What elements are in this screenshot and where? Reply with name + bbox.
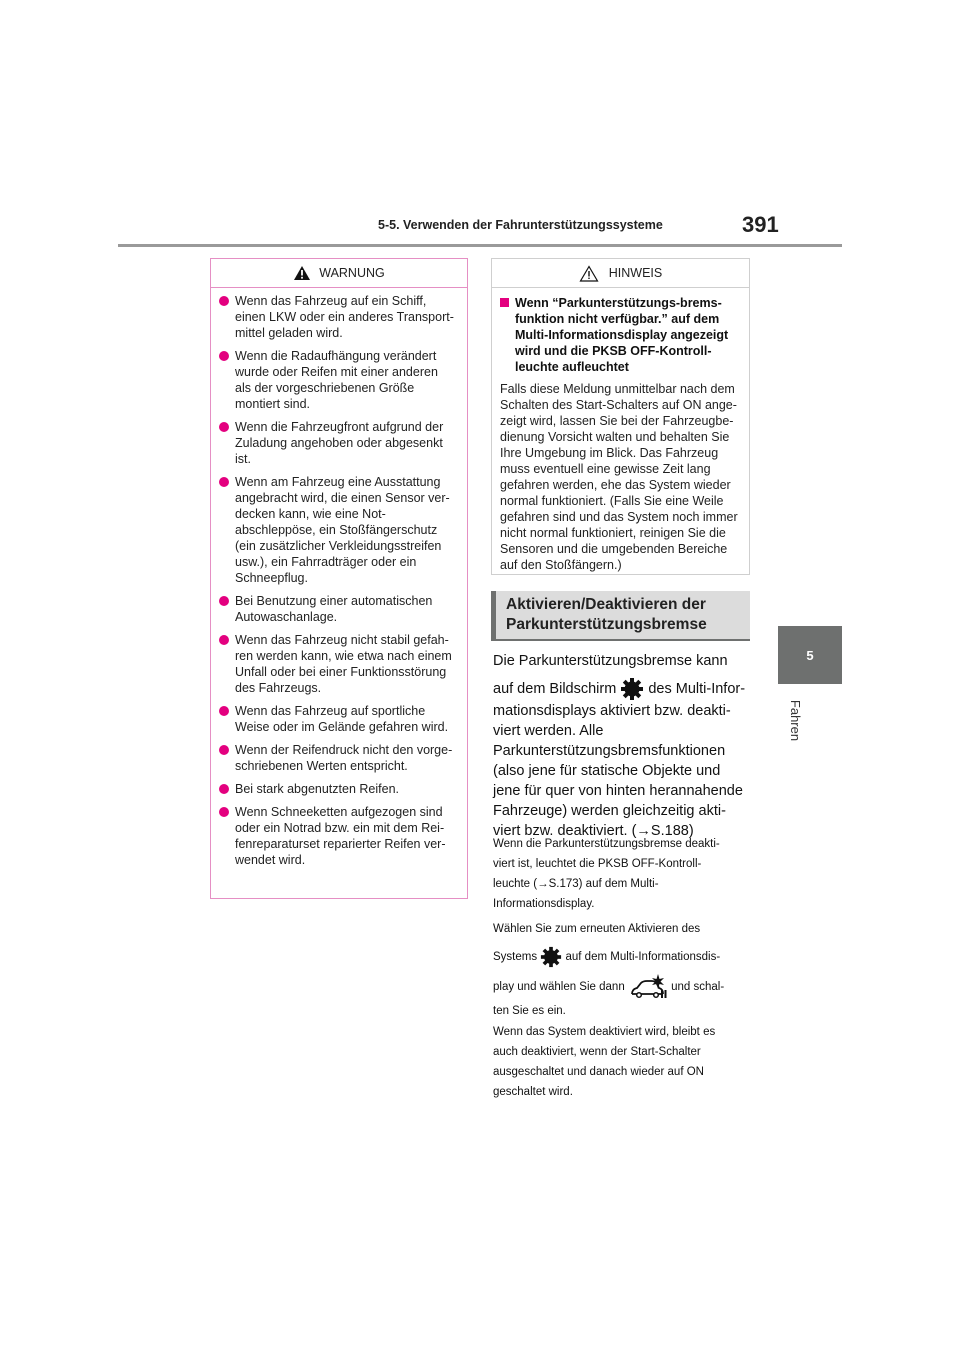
main-line: jene für quer von hinten herannahende (493, 783, 743, 799)
warning-item (219, 593, 457, 625)
bullet-icon (219, 296, 229, 306)
paragraph-line: Wenn die Parkunterstützungsbremse deakti- (493, 838, 720, 850)
parking-support-brake-icon (628, 974, 668, 1000)
paragraph-line: geschaltet wird. (493, 1086, 573, 1098)
warning-item-text: Wenn der Reifendruck nicht den vorge-schriebenen Werten entspricht. (235, 743, 453, 773)
bullet-icon (219, 422, 229, 432)
chapter-label-text: Fahren (788, 699, 804, 741)
paragraph-line: ausgeschaltet und danach wieder auf ON (493, 1066, 704, 1078)
note-box (491, 258, 750, 575)
warning-item-text: Wenn die Fahrzeugfront aufgrund der Zuladung angehoben oder abgesenkt ist. (235, 420, 444, 466)
paragraph-deactivated-info (493, 834, 755, 914)
warning-item (219, 804, 457, 868)
warning-title: WARNUNG (319, 266, 385, 280)
section-heading-line-1: Aktivieren/Deaktivieren der (506, 596, 706, 613)
warning-item-text: Wenn das Fahrzeug auf ein Schiff, einen LKW oder ein anderes Transport-mittel geladen wird. (235, 294, 454, 340)
paragraph-line: viert ist, leuchtet die PKSB OFF-Kontroll- (493, 858, 702, 870)
paragraph-line-part: play und wählen Sie dann (493, 981, 625, 994)
paragraph-line: leuchte (→S.173) auf dem Multi- (493, 878, 659, 890)
paragraph-reactivate-info (493, 918, 755, 1022)
caution-outline-icon (579, 265, 599, 282)
bullet-icon (219, 351, 229, 361)
paragraph-line-part: und schal- (671, 981, 725, 994)
warning-item-text: Wenn Schneeketten aufgezogen sind oder ein Notrad bzw. ein mit dem Rei-fenreparaturset reparierter Reifen ver-wendet wird. (235, 805, 446, 867)
main-line-part: auf dem Bildschirm (493, 680, 617, 697)
note-body (492, 288, 749, 573)
warning-item-text: Wenn das Fahrzeug nicht stabil gefah-ren werden kann, wie etwa nach einem Unfall oder bei einer Funktionsstörung des Fahrzeugs. (235, 633, 452, 695)
main-line: viert bzw. deaktiviert. (→S.188) (493, 823, 694, 839)
section-header-title: 5-5. Verwenden der Fahrunterstützungssysteme (378, 218, 663, 232)
paragraph-line-part: Systems (493, 951, 538, 964)
main-line: Die Parkunterstützungsbremse kann (493, 653, 728, 669)
main-line (493, 677, 755, 701)
warning-item-text: Wenn am Fahrzeug eine Ausstattung angebracht wird, die einen Sensor ver-decken kann, wie eine Not-abschleppöse, ein Stoßfängerschutz (ein zusätzlicher Verkleidungsstreifen usw.), ein Fahrradträger oder ein Schneepflug. (235, 475, 450, 585)
note-item-title (500, 295, 741, 375)
main-line: viert werden. Alle (493, 723, 604, 739)
warning-item-text: Wenn die Radaufhängung verändert wurde oder Reifen mit einer anderen als der vorgeschriebenen Größe montiert sind. (235, 349, 438, 411)
paragraph-line: auch deaktiviert, wenn der Start-Schalter (493, 1046, 701, 1058)
header-divider (118, 244, 842, 247)
paragraph-persist-info (493, 1022, 755, 1102)
main-line: Parkunterstützungsbremsfunktionen (493, 743, 726, 759)
warning-item (219, 348, 457, 412)
note-header (492, 259, 749, 288)
warning-item (219, 632, 457, 696)
main-line: mationsdisplays aktiviert bzw. deakti- (493, 703, 731, 719)
paragraph-line: Wenn das System deaktiviert wird, bleibt es (493, 1026, 716, 1038)
bullet-icon (219, 635, 229, 645)
bullet-icon (219, 745, 229, 755)
warning-item-text: Bei Benutzung einer automatischen Autowaschanlage. (235, 594, 433, 624)
warning-item (219, 419, 457, 467)
main-line: Fahrzeuge) werden gleichzeitig akti- (493, 803, 726, 819)
note-item-title-text: Wenn “Parkunterstützungs-brems-funktion nicht verfügbar.” auf dem Multi-Informationsdisplay angezeigt wird und die PKSB OFF-Kontroll-leuchte aufleuchtet (515, 296, 729, 374)
section-heading (491, 591, 750, 641)
main-paragraph (493, 651, 755, 841)
paragraph-line (493, 946, 755, 968)
warning-header (211, 259, 467, 288)
note-item-text: Falls diese Meldung unmittelbar nach dem Schalten des Start-Schalters auf ON ange-zeigt wird, lassen Sie bei der Fahrzeugbe-dienung Vorsicht walten und behalten Sie Ihre Umgebung im Blick. Das Fahrzeug muss eventuell eine gewisse Zeit lang gefahren werden, ehe das System wieder normal funktioniert. (Falls Sie eine Weile gefahren sind und das System noch immer nicht normal funktioniert, reinigen Sie die Sensoren und die umgebenden Bereiche auf den Stoßfängern.) (500, 382, 738, 572)
warning-triangle-icon (293, 265, 311, 281)
square-bullet-icon (500, 298, 509, 307)
settings-gear-icon (620, 677, 644, 701)
warning-item (219, 742, 457, 774)
chapter-tab (778, 626, 842, 684)
note-title: HINWEIS (608, 266, 663, 280)
bullet-icon (219, 784, 229, 794)
warning-list (211, 288, 467, 868)
paragraph-line: ten Sie es ein. (493, 1005, 566, 1018)
paragraph-line-part: auf dem Multi-Informationsdis- (565, 951, 721, 964)
paragraph-line (493, 974, 755, 1000)
warning-item-text: Bei stark abgenutzten Reifen. (235, 782, 399, 796)
bullet-icon (219, 807, 229, 817)
chapter-label (776, 690, 816, 750)
bullet-icon (219, 706, 229, 716)
main-line-part: des Multi-Infor- (648, 680, 746, 697)
warning-item (219, 781, 457, 797)
section-heading-line-2: Parkunterstützungsbremse (506, 616, 707, 633)
settings-gear-icon (540, 946, 562, 968)
warning-item (219, 293, 457, 341)
warning-item-text: Wenn das Fahrzeug auf sportliche Weise oder im Gelände gefahren wird. (235, 704, 449, 734)
warning-box (210, 258, 468, 899)
bullet-icon (219, 596, 229, 606)
paragraph-line: Wählen Sie zum erneuten Aktivieren des (493, 923, 701, 935)
main-line: (also jene für statische Objekte und (493, 763, 721, 779)
bullet-icon (219, 477, 229, 487)
paragraph-line: Informationsdisplay. (493, 898, 595, 910)
warning-item (219, 703, 457, 735)
page-number: 391 (742, 212, 779, 237)
chapter-number: 5 (806, 647, 814, 663)
warning-item (219, 474, 457, 586)
